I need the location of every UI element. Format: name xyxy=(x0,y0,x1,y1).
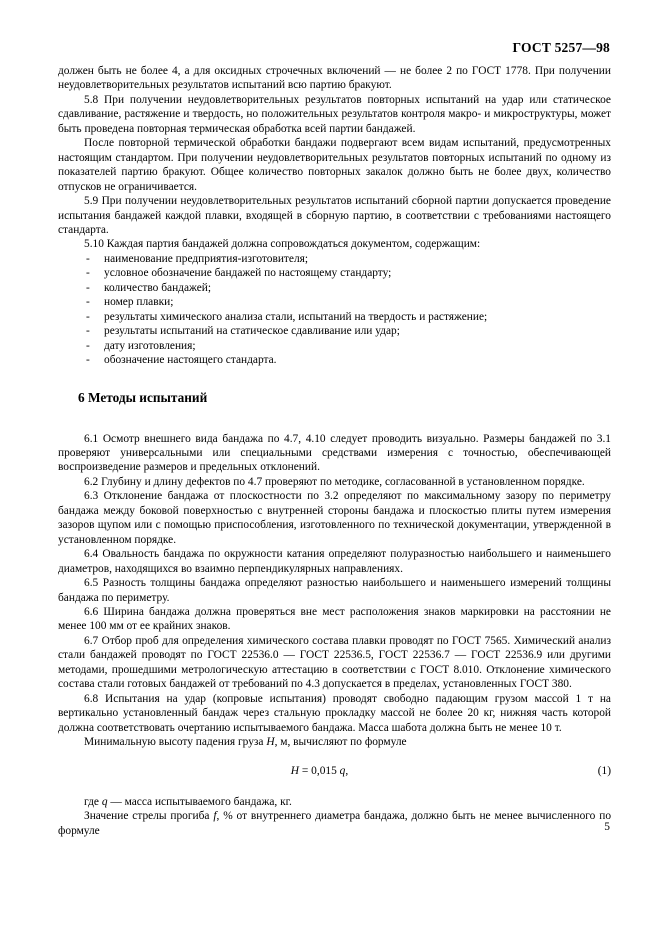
where-variable: q xyxy=(101,795,108,808)
clause-6-8: 6.8 Испытания на удар (копровые испытания) проводят свободно падающим грузом массой 1 т на вертикально установленный бандаж через стальную прокладку массой не более 20 кг, нижняя часть которой должна соответствовать очертанию испытываемого бандажа. Масса шабота должна быть не менее 10 т. xyxy=(58,692,611,734)
list-dash: - xyxy=(86,281,90,294)
clause-5-9: 5.9 При получении неудовлетворительных результатов испытаний сборной партии допускается проведение испытания бандажей каждой плавки, входящей в сборную партию, в соответствии с требованиями настоящего стандарта. xyxy=(58,195,611,236)
list-item-label: условное обозначение бандажей по настоящему стандарту; xyxy=(104,267,392,280)
formula-1-number: (1) xyxy=(597,765,611,778)
list-item-label: результаты химического анализа стали, испытаний на твердость и растяжение; xyxy=(104,310,488,323)
spacer xyxy=(58,779,611,795)
formula-intro-after: , м, вычисляют по формуле xyxy=(274,736,407,749)
list-item-label: обозначение настоящего стандарта. xyxy=(104,354,277,367)
list-dash: - xyxy=(86,339,90,352)
where-before: где xyxy=(84,795,102,808)
list-item-label: номер плавки; xyxy=(104,296,174,309)
spacer xyxy=(58,368,611,390)
clause-5-10-list xyxy=(58,252,611,368)
clause-6-6: 6.6 Ширина бандажа должна проверяться вне мест расположения знаков маркировки на расстоянии не менее 100 мм от ее крайних знаков. xyxy=(58,605,611,633)
list-item-label: наименование предприятия-изготовителя; xyxy=(104,252,309,265)
list-dash: - xyxy=(86,296,90,309)
clause-6-2: 6.2 Глубину и длину дефектов по 4.7 проверяют по методике, согласованной в установленном порядке. xyxy=(84,475,585,488)
deflection-after: , % от внутреннего диаметра бандажа, должно быть не менее вычисленного по формуле xyxy=(58,810,612,837)
clause-6-4: 6.4 Овальность бандажа по окружности катания определяют полуразностью наибольшего и наименьшего диаметров, находящихся во взаимно перпендикулярных направлениях. xyxy=(58,548,611,575)
section-6-heading: 6 Методы испытаний xyxy=(78,389,208,405)
formula-intro-variable: H xyxy=(266,736,275,749)
formula-1-rhs-variable: q xyxy=(339,765,346,778)
list-item xyxy=(58,324,611,338)
formula-1-where xyxy=(58,795,611,809)
formula-1-lhs: H xyxy=(290,765,300,778)
formula-1-operator: = 0,015 xyxy=(299,765,340,778)
formula-1 xyxy=(58,764,611,778)
list-dash: - xyxy=(86,310,90,323)
clause-6-1: 6.1 Осмотр внешнего вида бандажа по 4.7, 4.10 следует проводить визуально. Размеры бандажей по 3.1 проверяют универсальными или специальными средствами измерения с точностью, обеспечивающей воспроизведение размеров и предельных отклонений. xyxy=(58,432,611,474)
deflection-paragraph xyxy=(58,809,611,838)
formula-1-punctuation: , xyxy=(345,765,349,778)
clause-6-5: 6.5 Разность толщины бандажа определяют разностью наибольшего и наименьшего измерений толщины бандажа по периметру. xyxy=(58,577,611,604)
list-item-label: количество бандажей; xyxy=(104,281,212,294)
page-header-standard-number: ГОСТ 5257—98 xyxy=(512,40,610,55)
where-after: — масса испытываемого бандажа, кг. xyxy=(107,795,292,808)
deflection-variable: f xyxy=(213,810,217,823)
page-number: 5 xyxy=(604,821,610,833)
list-item xyxy=(58,353,611,367)
list-item xyxy=(58,339,611,353)
list-item xyxy=(58,266,611,280)
list-item xyxy=(58,281,611,295)
list-item xyxy=(58,295,611,309)
list-dash: - xyxy=(86,252,90,265)
page-content xyxy=(58,64,611,838)
formula-intro-before: Минимальную высоту падения груза xyxy=(84,736,267,749)
list-item-label: дату изготовления; xyxy=(104,339,196,352)
clause-6-7: 6.7 Отбор проб для определения химического состава плавки проводят по ГОСТ 7565. Химический анализ стали бандажей проводят по ГОСТ 22536.0 — ГОСТ 22536.5, ГОСТ 22536.7 — ГОСТ 22536.9 или другими методами, прошедшими метрологическую аттестацию в соответствии с ГОСТ 8.010. Отклонение химического состава стали готовых бандажей от требований по 4.3 допускается в пределах, установленных ГОСТ 380. xyxy=(58,634,611,691)
list-item xyxy=(58,310,611,324)
formula-1-intro xyxy=(58,735,611,749)
list-dash: - xyxy=(86,354,90,367)
spacer xyxy=(58,749,611,764)
formula-1-block xyxy=(58,764,611,778)
list-item-label: результаты испытаний на статическое сдавливание или удар; xyxy=(104,325,400,338)
clause-5-10-intro: 5.10 Каждая партия бандажей должна сопровождаться документом, содержащим: xyxy=(84,238,481,251)
list-dash: - xyxy=(86,267,90,280)
paragraph-after-5-8: После повторной термической обработки бандажи подвергают всем видам испытаний, предусмотренных настоящим стандартом. При получении неудовлетворительных результатов повторных испытаний по одному из показателей партию бракуют. Общее количество повторных закалок должно быть не более двух, количество отпусков не ограничивается. xyxy=(58,137,611,193)
spacer xyxy=(58,406,611,432)
clause-5-8: 5.8 При получении неудовлетворительных результатов повторных испытаний на удар или статическое сдавливание, растяжение и твердость, но положительных результатов контроля макро- и микроструктуры, может быть проведена повторная термическая обработка всей партии бандажей. xyxy=(58,93,611,135)
paragraph-continued: должен быть не более 4, а для оксидных строчечных включений — не более 2 по ГОСТ 1778. При получении неудовлетворительных результатов испытаний всю партию бракуют. xyxy=(58,65,611,92)
deflection-before: Значение стрелы прогиба xyxy=(84,810,214,823)
list-item xyxy=(58,252,611,266)
list-dash: - xyxy=(86,325,90,338)
clause-6-3: 6.3 Отклонение бандажа от плоскостности по 3.2 определяют по максимальному зазору по периметру бандажа между боковой поверхностью с внутренней стороны бандажа и плоскостью плиты путем измерения зазоров щупом или с помощью приспособления, изготовленного по технической документации, утвержденной в установленном порядке. xyxy=(58,490,611,546)
